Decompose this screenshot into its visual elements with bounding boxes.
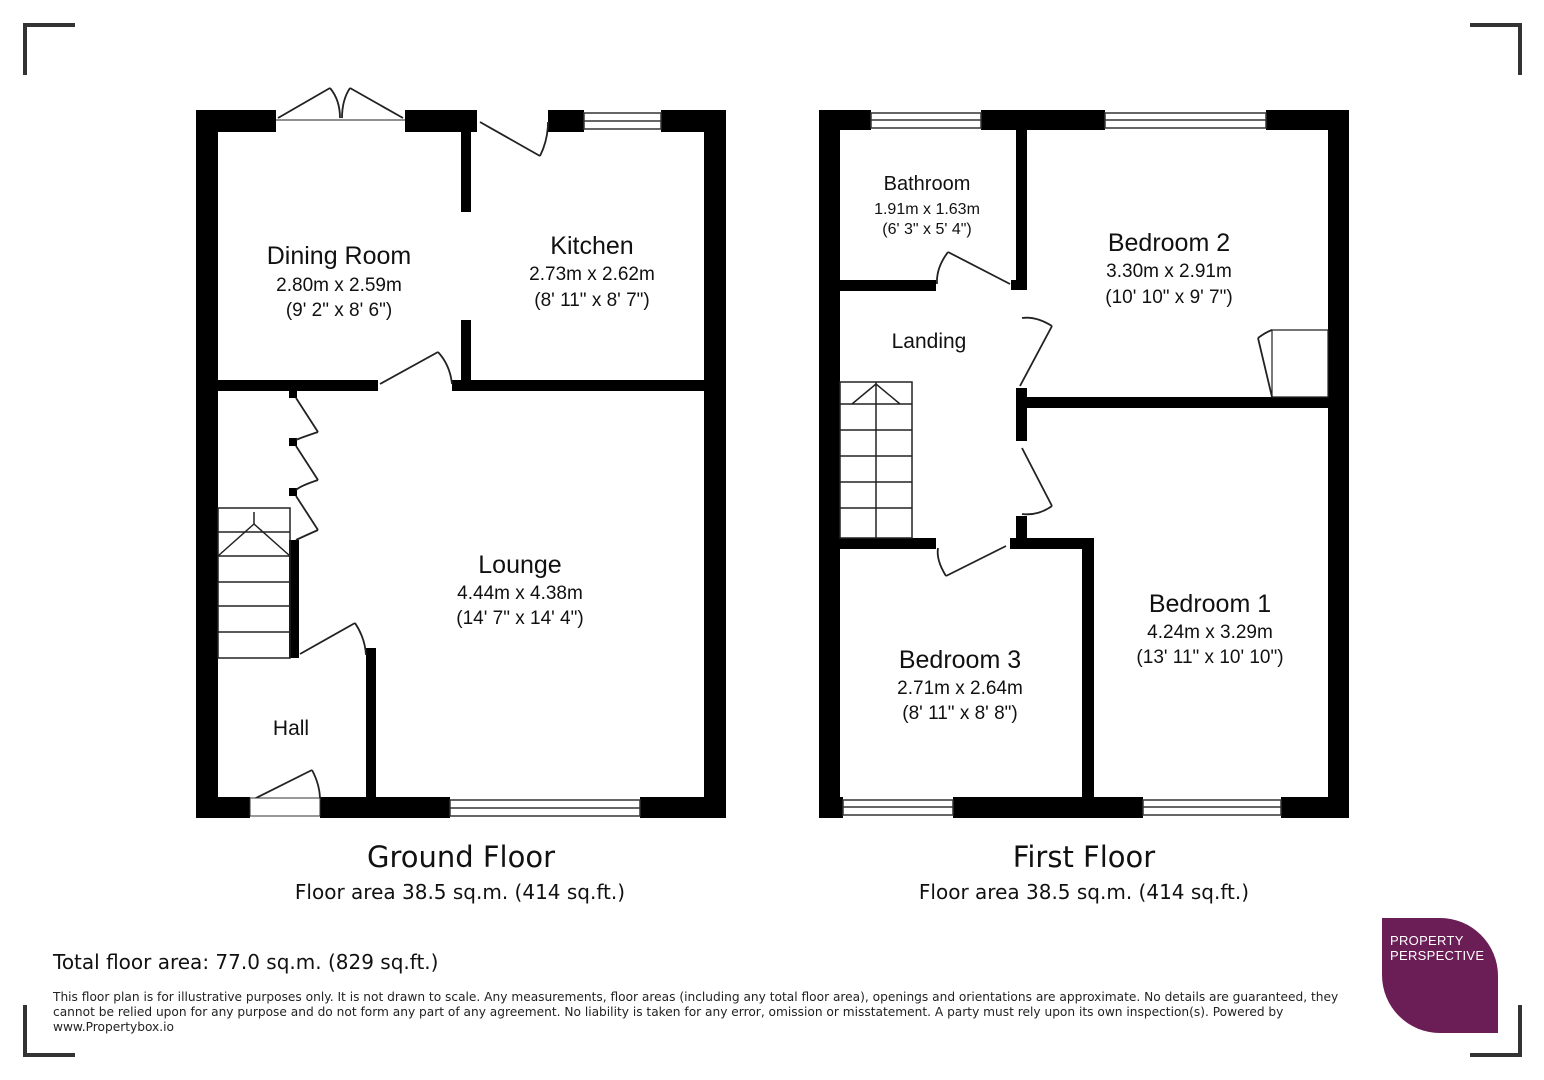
ground-floor-title: Ground Floor	[366, 840, 556, 874]
ground-floor-windows	[450, 113, 661, 816]
crop-mark-top-right	[1470, 25, 1520, 75]
ground-floor-walls	[196, 110, 726, 818]
bathroom-door	[948, 252, 1010, 284]
ground-floor-plan	[196, 88, 726, 818]
bedroom-1-door	[1022, 448, 1052, 506]
logo-line-2: PERSPECTIVE	[1390, 948, 1485, 963]
bedroom-2-wardrobe	[1272, 330, 1328, 397]
hall-name: Hall	[272, 717, 310, 740]
landing-name: Landing	[891, 330, 967, 353]
bathroom-metric: 1.91m x 1.63m	[874, 201, 980, 218]
dining-room-name: Dining Room	[266, 242, 412, 270]
property-perspective-logo	[1382, 918, 1498, 1033]
bedroom-3-name: Bedroom 3	[898, 646, 1022, 674]
crop-mark-top-left	[25, 25, 75, 75]
bedroom-2-name: Bedroom 2	[1107, 229, 1231, 257]
first-floor-stairs	[840, 382, 912, 538]
bathroom-imperial: (6' 3" x 5' 4")	[882, 221, 972, 238]
lounge-name: Lounge	[478, 551, 562, 579]
bathroom-name: Bathroom	[883, 173, 971, 195]
bedroom-1-name: Bedroom 1	[1148, 590, 1272, 618]
lounge-door	[300, 623, 355, 654]
kitchen-imperial: (8' 11" x 8' 7")	[534, 290, 650, 311]
total-floor-area: Total floor area: 77.0 sq.m. (829 sq.ft.)	[53, 950, 439, 974]
dining-room-imperial: (9' 2" x 8' 6")	[285, 300, 393, 321]
first-floor-title: First Floor	[1012, 840, 1156, 874]
lounge-metric: 4.44m x 4.38m	[457, 583, 583, 604]
bedroom-1-metric: 4.24m x 3.29m	[1147, 622, 1273, 643]
bedroom-3-door	[946, 546, 1006, 576]
logo-line-1: PROPERTY	[1390, 933, 1464, 948]
first-floor-area: Floor area 38.5 sq.m. (414 sq.ft.)	[918, 880, 1250, 904]
bedroom-3-metric: 2.71m x 2.64m	[897, 678, 1023, 699]
bedroom-2-door	[1020, 326, 1052, 386]
room-labels	[267, 173, 1284, 740]
dining-door	[380, 352, 438, 384]
front-door	[252, 770, 312, 800]
bedroom-2-metric: 3.30m x 2.91m	[1106, 261, 1232, 282]
kitchen-metric: 2.73m x 2.62m	[529, 264, 655, 285]
ground-floor-area: Floor area 38.5 sq.m. (414 sq.ft.)	[294, 880, 626, 904]
bedroom-1-imperial: (13' 11" x 10' 10")	[1136, 647, 1284, 668]
ground-floor-doors	[250, 88, 548, 816]
bedroom-2-imperial: (10' 10" x 9' 7")	[1105, 287, 1233, 308]
patio-door-right	[350, 88, 403, 118]
ground-floor-stairs	[218, 508, 290, 658]
patio-door-left	[278, 88, 330, 118]
lounge-imperial: (14' 7" x 14' 4")	[456, 608, 584, 629]
kitchen-name: Kitchen	[550, 232, 634, 260]
disclaimer-text: This floor plan is for illustrative purposes only. It is not drawn to scale. Any measurements, floor areas (including any total floor area), openings and orientations are approximate. No details are guaranteed, they cannot be relied upon for any purpose and do not form any part of any agreement. No liability is taken for any error, omission or misstatement. A party must rely upon its own inspection(s). Powered by www.Propertybox.io	[53, 990, 1339, 1034]
bedroom-3-imperial: (8' 11" x 8' 8")	[902, 703, 1018, 724]
kitchen-back-door	[480, 122, 540, 156]
dining-room-metric: 2.80m x 2.59m	[276, 275, 402, 296]
